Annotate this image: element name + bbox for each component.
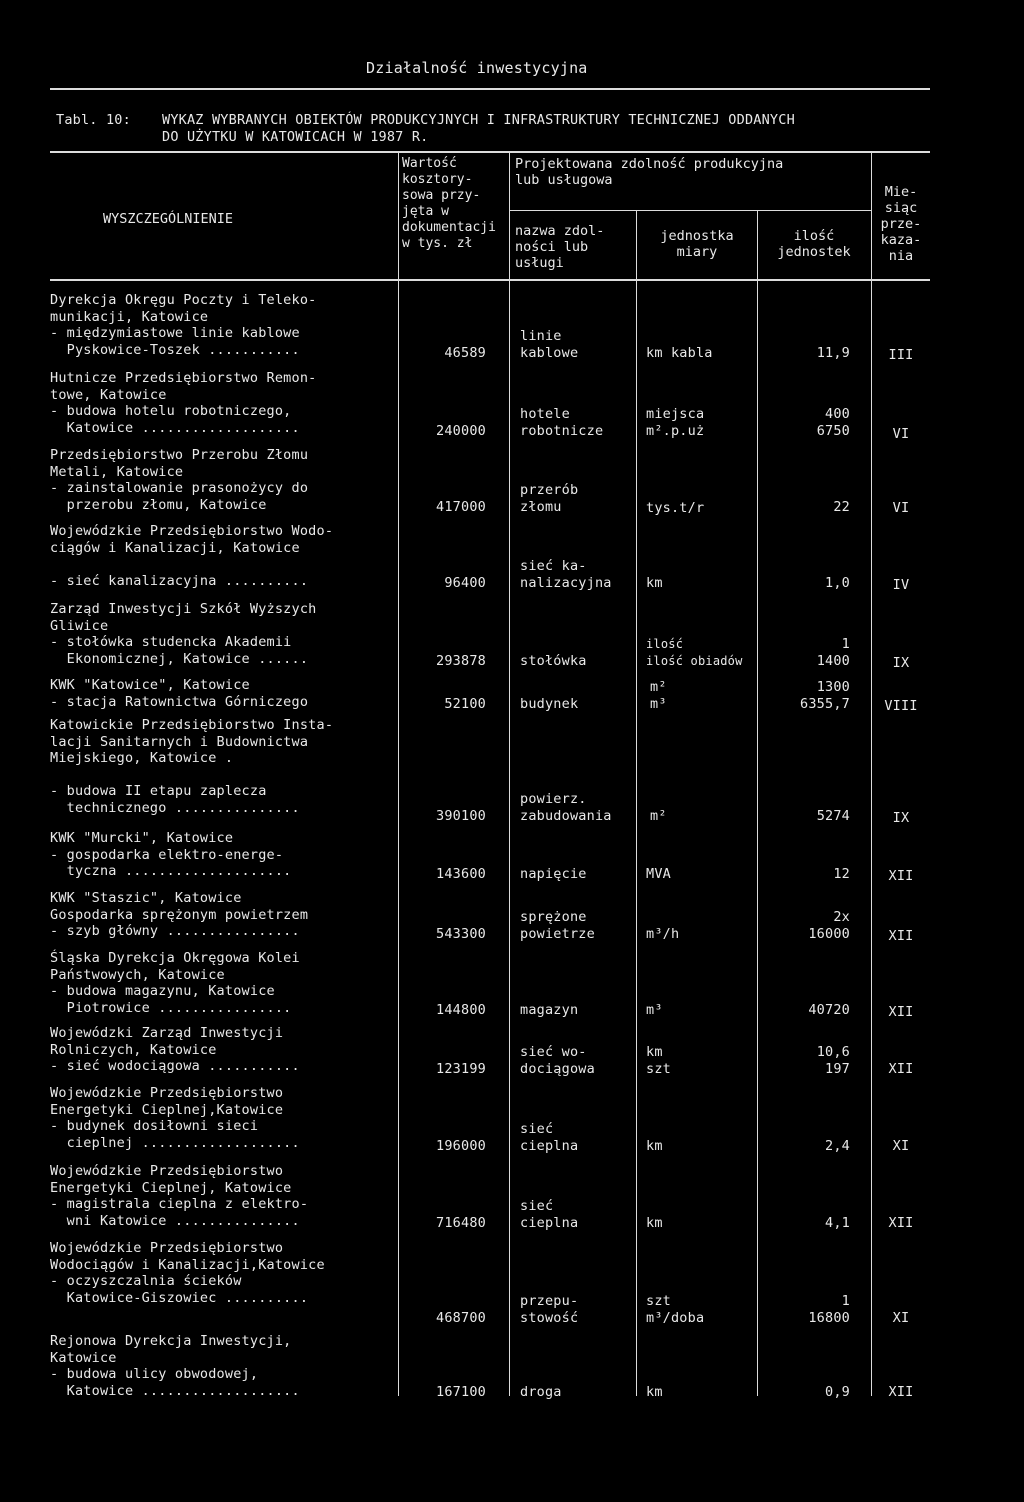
table-caption-line1: WYKAZ WYBRANYCH OBIEKTÓW PRODUKCYJNYCH I INFRASTRUKTURY TECHNICZNEJ ODDANYCH bbox=[162, 112, 795, 128]
table-row-value: 52100 bbox=[444, 696, 486, 712]
table-row-value: 240000 bbox=[436, 423, 486, 439]
table-row-unit: m² m³ bbox=[650, 679, 667, 712]
group-rule bbox=[509, 210, 871, 211]
col-rule-1 bbox=[398, 151, 399, 1396]
table-row-description: Zarząd Inwestycji Szkół Wyższych Gliwice - stołówka studencka Akademii Ekonomicznej, Katowice ...... bbox=[50, 601, 317, 667]
table-row-description: KWK "Staszic", Katowice Gospodarka sprężonym powietrzem - szyb główny ................ bbox=[50, 890, 309, 939]
table-row-month: IX bbox=[892, 810, 910, 826]
table-row-capacity-name: sieć cieplna bbox=[520, 1198, 579, 1231]
table-row-month: XII bbox=[888, 868, 914, 884]
header-quantity: ilość jednostek bbox=[777, 228, 851, 260]
table-row-capacity-name: sieć wo- dociągowa bbox=[520, 1044, 595, 1077]
table-row-quantity: 11,9 bbox=[816, 344, 850, 361]
table-row-month: IV bbox=[892, 576, 910, 593]
table-row-capacity-name: sieć cieplna bbox=[520, 1121, 579, 1154]
table-row-month: XII bbox=[888, 1215, 914, 1231]
header-top-rule bbox=[50, 151, 930, 153]
table-row-month: VI bbox=[892, 425, 910, 442]
table-row-quantity: 0,9 bbox=[825, 1384, 850, 1400]
table-row-value: 390100 bbox=[436, 808, 486, 824]
table-row-capacity-name: budynek bbox=[520, 696, 579, 712]
table-row-description: Wojewódzkie Przedsiębiorstwo Wodociągów i Kanalizacji,Katowice - oczyszczalnia ścieków Katowice-Giszowiec .......... bbox=[50, 1240, 325, 1306]
header-capacity-name: nazwa zdol- ności lub usługi bbox=[515, 223, 605, 271]
table-row-capacity-name: napięcie bbox=[520, 866, 587, 882]
table-row-quantity: 2x 16000 bbox=[808, 909, 850, 942]
table-row-unit: km bbox=[646, 1138, 663, 1154]
table-row-description: Dyrekcja Okręgu Poczty i Teleko- munikacji, Katowice - międzymiastowe linie kablowe Pyskowice-Toszek ........... bbox=[50, 292, 317, 358]
table-row-value: 196000 bbox=[436, 1138, 486, 1154]
table-row-month: VIII bbox=[884, 698, 918, 714]
table-row-description: Śląska Dyrekcja Okręgowa Kolei Państwowych, Katowice - budowa magazynu, Katowice Piotrowice ................ bbox=[50, 950, 300, 1016]
table-row-unit: szt m³/doba bbox=[646, 1293, 705, 1326]
table-row-month: VI bbox=[892, 499, 910, 516]
table-row-capacity-name: hotele robotnicze bbox=[520, 406, 604, 439]
table-row-unit: ilość ilość obiadów bbox=[646, 637, 743, 668]
table-row-unit: km kabla bbox=[646, 344, 713, 361]
table-row-unit: tys.t/r bbox=[646, 499, 705, 516]
header-value: Wartość kosztory- sowa przy- jęta w dokumentacji w tys. zł bbox=[402, 156, 496, 251]
table-row-description: KWK "Murcki", Katowice - gospodarka elektro-energe- tyczna .................... bbox=[50, 830, 292, 879]
table-row-month: XII bbox=[888, 1061, 914, 1077]
table-row-value: 46589 bbox=[444, 345, 486, 361]
table-row-value: 543300 bbox=[436, 926, 486, 942]
table-row-value: 716480 bbox=[436, 1215, 486, 1231]
table-row-capacity-name: przepu- stowość bbox=[520, 1293, 579, 1326]
table-row-unit: m³ bbox=[646, 1002, 663, 1018]
header-month: Mie- siąc prze- kaza- nia bbox=[880, 184, 922, 264]
table-row-capacity-name: sprężone powietrze bbox=[520, 909, 595, 942]
table-row-quantity: 1 16800 bbox=[808, 1293, 850, 1326]
header-description: WYSZCZEGÓLNIENIE bbox=[103, 211, 234, 227]
header-bottom-rule bbox=[50, 279, 930, 281]
table-row-quantity: 10,6 197 bbox=[816, 1044, 850, 1077]
table-row-description: Rejonowa Dyrekcja Inwestycji, Katowice - budowa ulicy obwodowej, Katowice ................... bbox=[50, 1333, 300, 1399]
table-row-value: 96400 bbox=[444, 575, 486, 591]
table-row-value: 144800 bbox=[436, 1002, 486, 1018]
table-label: Tabl. 10: bbox=[56, 112, 131, 128]
table-row-unit: m² bbox=[650, 808, 667, 824]
table-row-quantity: 22 bbox=[833, 498, 850, 515]
page-title: Działalność inwestycyjna bbox=[366, 59, 588, 77]
col-rule-2 bbox=[509, 151, 510, 1396]
header-unit: jednostka miary bbox=[660, 228, 734, 260]
table-row-quantity: 5274 bbox=[816, 808, 850, 824]
header-capacity-group: Projektowana zdolność produkcyjna lub usługowa bbox=[515, 156, 784, 188]
table-row-capacity-name: przerób złomu bbox=[520, 482, 579, 515]
table-row-month: XII bbox=[888, 928, 914, 944]
table-row-unit: km bbox=[646, 1384, 663, 1400]
table-row-month: XII bbox=[888, 1384, 914, 1400]
table-row-description: Wojewódzkie Przedsiębiorstwo Wodo- ciągów i Kanalizacji, Katowice - sieć kanalizacyjna .......... bbox=[50, 523, 334, 589]
table-row-capacity-name: droga bbox=[520, 1384, 562, 1400]
table-row-description: Wojewódzki Zarząd Inwestycji Rolniczych, Katowice - sieć wodociągowa ........... bbox=[50, 1025, 300, 1074]
col-rule-4 bbox=[757, 211, 758, 1396]
table-row-capacity-name: magazyn bbox=[520, 1002, 579, 1018]
table-row-value: 293878 bbox=[436, 653, 486, 669]
table-row-unit: miejsca m².p.uż bbox=[646, 406, 705, 439]
table-row-month: III bbox=[888, 346, 914, 363]
table-row-value: 123199 bbox=[436, 1061, 486, 1077]
table-row-description: KWK "Katowice", Katowice - stacja Ratownictwa Górniczego bbox=[50, 677, 309, 710]
table-row-month: XI bbox=[892, 1138, 910, 1154]
table-row-unit: km szt bbox=[646, 1044, 671, 1077]
table-row-month: IX bbox=[892, 655, 910, 671]
table-row-value: 417000 bbox=[436, 499, 486, 515]
table-row-month: XII bbox=[888, 1004, 914, 1020]
table-row-month: XI bbox=[892, 1310, 910, 1326]
table-row-unit: MVA bbox=[646, 866, 671, 882]
table-row-description: Katowickie Przedsiębiorstwo Insta- lacji Sanitarnych i Budownictwa Miejskiego, Katowice . - budowa II etapu zaplecza technicznego ............... bbox=[50, 717, 334, 816]
table-row-quantity: 400 6750 bbox=[816, 406, 850, 439]
table-row-quantity: 12 bbox=[833, 866, 850, 882]
table-row-unit: m³/h bbox=[646, 926, 680, 942]
table-row-quantity: 1300 6355,7 bbox=[800, 679, 850, 712]
title-rule bbox=[50, 88, 930, 90]
table-row-unit: km bbox=[646, 574, 663, 591]
table-row-quantity: 40720 bbox=[808, 1002, 850, 1018]
table-row-quantity: 4,1 bbox=[825, 1215, 850, 1231]
table-row-capacity-name: sieć ka- nalizacyjna bbox=[520, 558, 612, 591]
table-row-description: Hutnicze Przedsiębiorstwo Remon- towe, Katowice - budowa hotelu robotniczego, Katowice ................... bbox=[50, 370, 317, 436]
table-row-capacity-name: powierz. zabudowania bbox=[520, 791, 612, 824]
table-row-value: 468700 bbox=[436, 1310, 486, 1326]
table-row-quantity: 1,0 bbox=[825, 574, 850, 591]
table-row-quantity: 1 1400 bbox=[816, 636, 850, 669]
col-rule-3 bbox=[636, 211, 637, 1396]
table-row-description: Wojewódzkie Przedsiębiorstwo Energetyki Cieplnej,Katowice - budynek dosiłowni sieci cieplnej ................... bbox=[50, 1085, 300, 1151]
table-row-value: 143600 bbox=[436, 866, 486, 882]
table-row-quantity: 2,4 bbox=[825, 1138, 850, 1154]
table-caption-line2: DO UŻYTKU W KATOWICACH W 1987 R. bbox=[162, 129, 429, 145]
table-row-unit: km bbox=[646, 1215, 663, 1231]
table-row-description: Przedsiębiorstwo Przerobu Złomu Metali, Katowice - zainstalowanie prasonożycy do przerobu złomu, Katowice bbox=[50, 447, 309, 513]
table-row-value: 167100 bbox=[436, 1384, 486, 1400]
table-row-description: Wojewódzkie Przedsiębiorstwo Energetyki Cieplnej, Katowice - magistrala cieplna z elektro- wni Katowice ............... bbox=[50, 1163, 309, 1229]
table-row-capacity-name: linie kablowe bbox=[520, 328, 579, 361]
table-row-capacity-name: stołówka bbox=[520, 653, 587, 669]
